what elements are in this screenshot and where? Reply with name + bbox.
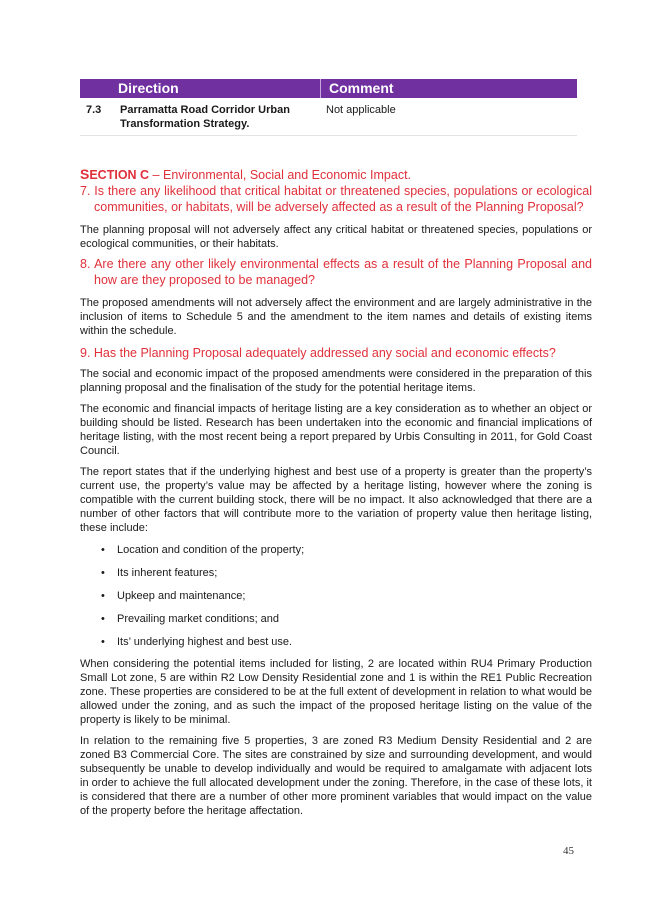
header-direction: Direction xyxy=(80,79,321,98)
row-number: 7.3 xyxy=(86,104,102,116)
list-item: • Prevailing market conditions; and xyxy=(101,613,280,625)
list-item: • Its inherent features; xyxy=(101,567,218,579)
table-header xyxy=(80,79,577,98)
directions-table xyxy=(80,79,577,136)
row-direction: Parramatta Road Corridor Urban Transformation Strategy. xyxy=(120,104,290,130)
question-8: 8. Are there any other likely environmental effects as a result of the Planning Proposal and how are they proposed to be managed? xyxy=(80,257,592,287)
header-comment: Comment xyxy=(329,80,394,96)
table-row xyxy=(80,98,577,136)
answer-9-paragraph-5: In relation to the remaining five 5 properties, 3 are zoned R3 Medium Density Residential and 2 are zoned B3 Commercial Core. The sites are constrained by size and surrounding development, and would subsequently be unable to develop individually and would be required to amalgamate with adjacent lots in order to achieve the full allocated development under the zoning. Therefore, in the case of these lots, it is considered that there are a number of other more prominent variables that would impact on the value of the property before the heritage affectation. xyxy=(80,735,592,817)
answer-9-paragraph-2: The economic and financial impacts of heritage listing are a key consideration as to whether an object or building should be listed. Research has been undertaken into the economic and financial implications of heritage listing, with the most recent being a report prepared by Urbis Consulting in 2011, for Gold Coast Council. xyxy=(80,403,592,457)
body-content xyxy=(80,166,592,818)
answer-7: The planning proposal will not adversely affect any critical habitat or threatened species, populations or ecological communities, or their habitats. xyxy=(80,224,592,250)
answer-9-paragraph-4: When considering the potential items included for listing, 2 are located within RU4 Primary Production Small Lot zone, 5 are within R2 Low Density Residential zone and 1 is within the RE1 Public Recreation zone. These properties are considered to be at the full extent of development in relation to what would be allowed under the zoning, and as such the impact of the proposed heritage listing on the value of the property is likely to be minimal. xyxy=(80,658,592,726)
bullet-icon: • xyxy=(101,567,105,579)
bullet-icon: • xyxy=(101,636,105,648)
list-item: • Location and condition of the property; xyxy=(101,544,305,556)
page-number: 45 xyxy=(563,845,574,857)
bullet-icon: • xyxy=(101,544,105,556)
factors-list xyxy=(80,543,592,649)
list-item: • Its’ underlying highest and best use. xyxy=(101,636,293,648)
answer-9-paragraph-1: The social and economic impact of the proposed amendments were considered in the preparation of this planning proposal and the finalisation of the study for the potential heritage items. xyxy=(80,368,592,394)
row-comment: Not applicable xyxy=(326,104,396,116)
bullet-icon: • xyxy=(101,590,105,602)
question-9: 9. Has the Planning Proposal adequately addressed any social and economic effects? xyxy=(80,346,556,360)
bullet-icon: • xyxy=(101,613,105,625)
question-7: 7. Is there any likelihood that critical habitat or threatened species, populations or ecological communities, or habitats, will be adversely affected as a result of the Planning Proposal? xyxy=(80,184,592,214)
answer-9-paragraph-3: The report states that if the underlying highest and best use of a property is greater than the property’s current use, the property’s value may be affected by a heritage listing, however where the zoning is compatible with the current building stock, there will be no impact. It also acknowledged that there are a number of other factors that will contribute more to the variation of property value then heritage listing, these include: xyxy=(80,466,592,534)
answer-8: The proposed amendments will not adversely affect the environment and are largely administrative in the inclusion of items to Schedule 5 and the amendment to the item names and details of existing items within the schedule. xyxy=(80,297,592,337)
section-title: SECTION C – Environmental, Social and Economic Impact. xyxy=(80,166,412,182)
list-item: • Upkeep and maintenance; xyxy=(101,590,246,602)
